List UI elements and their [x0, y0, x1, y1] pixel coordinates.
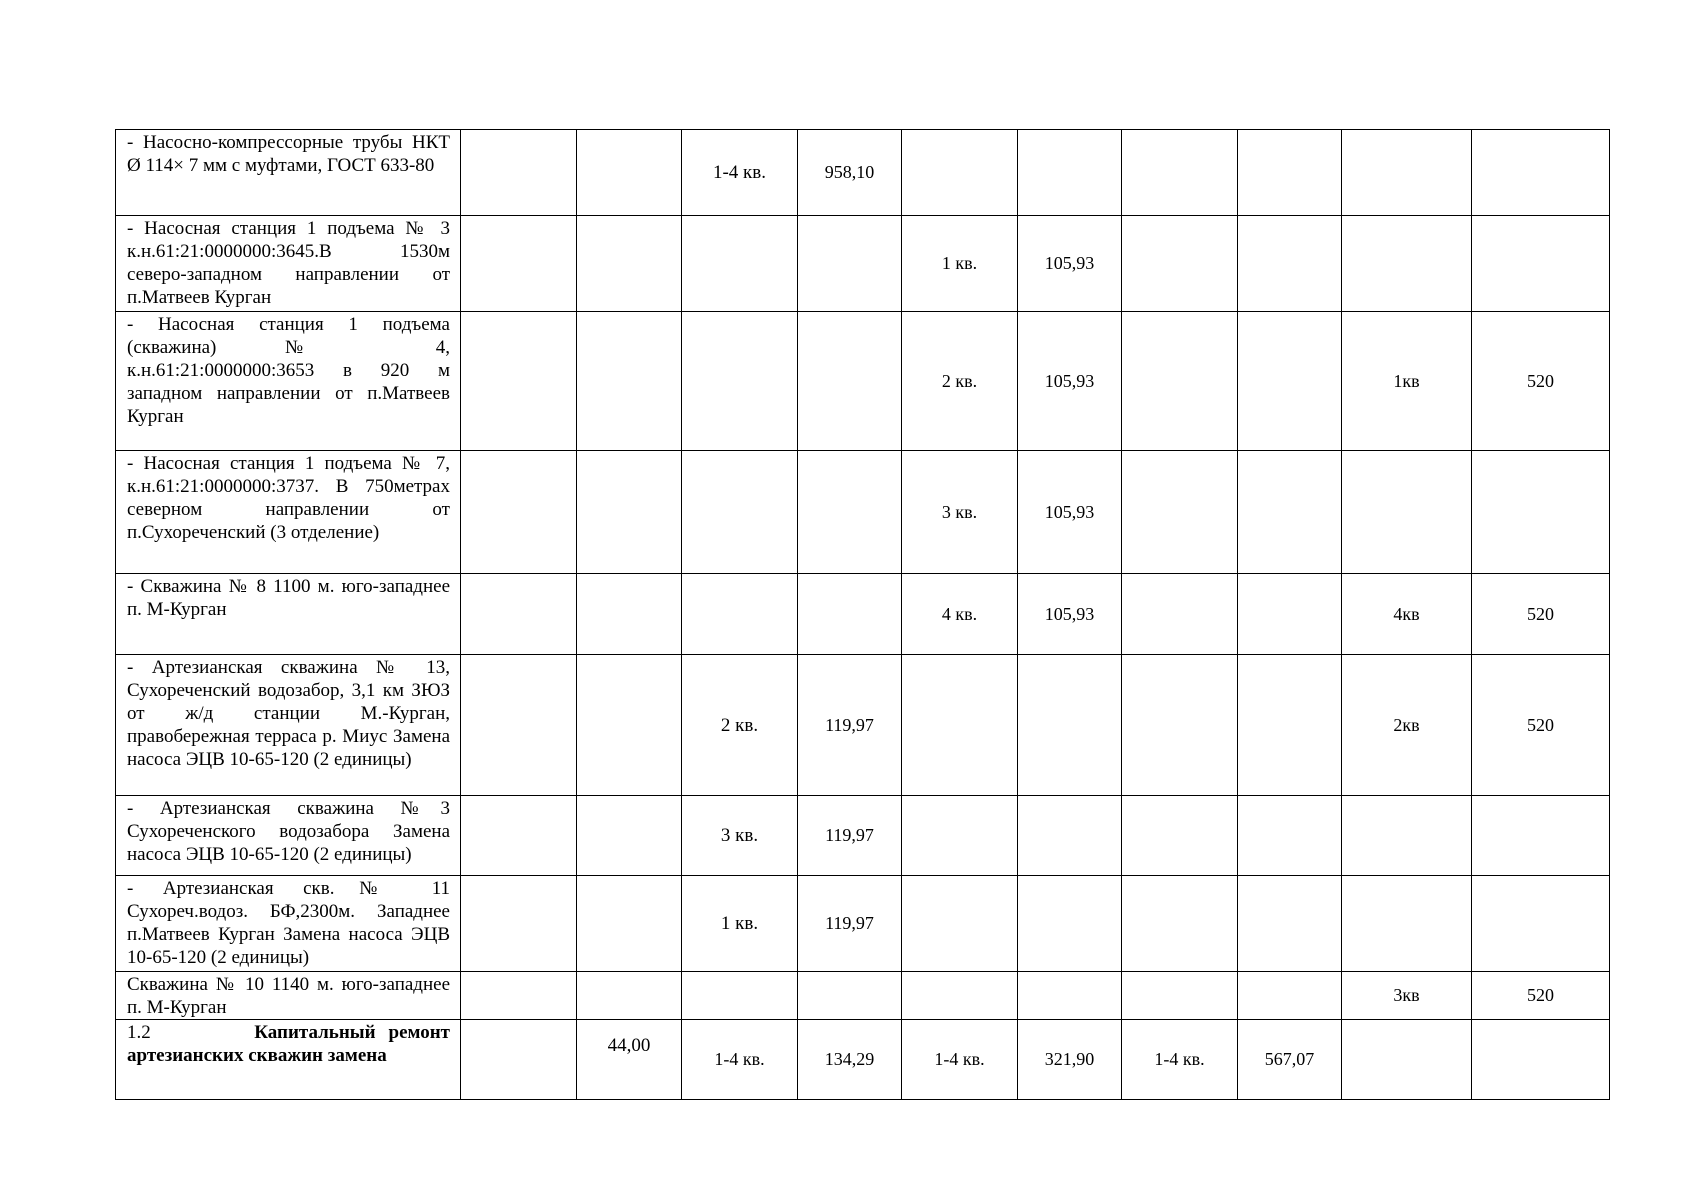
table-cell — [1122, 655, 1238, 796]
table-cell — [1472, 1020, 1610, 1100]
table-cell — [682, 574, 798, 655]
description-cell: - Насосно-компрессорные трубы НКТ Ø 114× 7 мм с муфтами, ГОСТ 633-80 — [116, 130, 461, 216]
table-cell — [461, 312, 577, 451]
table-cell — [1018, 130, 1122, 216]
table-cell — [461, 972, 577, 1020]
table-cell — [1238, 972, 1342, 1020]
section-number: 1.2 — [127, 1022, 151, 1043]
table-cell — [1018, 876, 1122, 972]
amount-cell: 119,97 — [798, 655, 902, 796]
table-row — [116, 796, 1610, 876]
table-cell — [1238, 574, 1342, 655]
description-cell: - Артезианская скв.№ 11 Сухореч.водоз. БФ,2300м. Западнее п.Матвеев Курган Замена насоса ЭЦВ 10-65-120 (2 единицы) — [116, 876, 461, 972]
table-cell — [1472, 216, 1610, 312]
table-cell — [461, 796, 577, 876]
table-cell — [902, 655, 1018, 796]
table-cell — [1472, 796, 1610, 876]
quarter-cell: 3 кв. — [682, 796, 798, 876]
table-cell — [1122, 451, 1238, 574]
table-cell — [577, 216, 682, 312]
table-row — [116, 655, 1610, 796]
table-cell — [1238, 451, 1342, 574]
quarter-cell: 4кв — [1342, 574, 1472, 655]
description-cell: - Насосная станция 1 подъема № 3 к.н.61:21:0000000:3645.В 1530м северо-западном направлении от п.Матвеев Курган — [116, 216, 461, 312]
table-cell — [461, 130, 577, 216]
amount-cell: 105,93 — [1018, 216, 1122, 312]
table-cell — [1472, 876, 1610, 972]
table-cell — [461, 876, 577, 972]
quarter-cell: 1-4 кв. — [682, 1020, 798, 1100]
table-cell — [1122, 796, 1238, 876]
table-cell — [798, 574, 902, 655]
quarter-cell: 1кв — [1342, 312, 1472, 451]
table-cell — [798, 451, 902, 574]
amount-cell: 321,90 — [1018, 1020, 1122, 1100]
quarter-cell: 2 кв. — [682, 655, 798, 796]
table-cell — [1238, 876, 1342, 972]
table-cell — [461, 216, 577, 312]
table-row — [116, 451, 1610, 574]
table-row — [116, 972, 1610, 1020]
amount-cell: 119,97 — [798, 796, 902, 876]
table-cell — [461, 451, 577, 574]
schedule-table — [115, 129, 1610, 1100]
table-cell — [1238, 655, 1342, 796]
table-cell — [1122, 972, 1238, 1020]
table-cell — [1018, 655, 1122, 796]
table-row — [116, 216, 1610, 312]
table-cell — [1018, 972, 1122, 1020]
quarter-cell: 4 кв. — [902, 574, 1018, 655]
table-cell — [1472, 130, 1610, 216]
table-cell — [1238, 312, 1342, 451]
table-cell — [902, 130, 1018, 216]
table-row — [116, 1020, 1610, 1100]
amount-cell: 119,97 — [798, 876, 902, 972]
table-cell — [1122, 130, 1238, 216]
amount-cell: 134,29 — [798, 1020, 902, 1100]
amount-cell: 958,10 — [798, 130, 902, 216]
amount-cell: 567,07 — [1238, 1020, 1342, 1100]
quarter-cell: 1-4 кв. — [902, 1020, 1018, 1100]
amount-cell: 520 — [1472, 312, 1610, 451]
table-cell — [461, 655, 577, 796]
table-cell — [1122, 216, 1238, 312]
quarter-cell: 3 кв. — [902, 451, 1018, 574]
table-cell — [902, 796, 1018, 876]
table-cell — [577, 655, 682, 796]
amount-cell: 520 — [1472, 574, 1610, 655]
table-row — [116, 130, 1610, 216]
amount-cell: 105,93 — [1018, 574, 1122, 655]
table-row — [116, 574, 1610, 655]
table-cell — [902, 876, 1018, 972]
description-cell: - Скважина № 8 1100 м. юго-западнее п. М-Курган — [116, 574, 461, 655]
table-cell — [461, 1020, 577, 1100]
description-cell: Скважина № 10 1140 м. юго-западнее п. М-Курган — [116, 972, 461, 1020]
table-cell — [577, 130, 682, 216]
table-cell — [577, 796, 682, 876]
table-cell — [1018, 796, 1122, 876]
description-cell: - Артезианская скважина №3 Сухореченского водозабора Замена насоса ЭЦВ 10-65-120 (2 единицы) — [116, 796, 461, 876]
quarter-cell: 2 кв. — [902, 312, 1018, 451]
description-cell: - Насосная станция 1 подъема № 7, к.н.61:21:0000000:3737. В 750метрах северном направлении от п.Сухореченский (3 отделение) — [116, 451, 461, 574]
table-cell — [682, 972, 798, 1020]
table-cell — [1238, 130, 1342, 216]
quarter-cell: 1 кв. — [902, 216, 1018, 312]
description-cell: - Артезианская скважина № 13, Сухореченский водозабор, 3,1 км ЗЮЗ от ж/д станции М.-Курган, правобережная терраса р. Миус Замена насоса ЭЦВ 10-65-120 (2 единицы) — [116, 655, 461, 796]
quarter-cell: 1 кв. — [682, 876, 798, 972]
amount-cell: 105,93 — [1018, 451, 1122, 574]
amount-cell: 520 — [1472, 655, 1610, 796]
table-row — [116, 312, 1610, 451]
table-cell — [1472, 451, 1610, 574]
table-cell — [682, 216, 798, 312]
table-cell — [577, 876, 682, 972]
table-cell — [798, 972, 902, 1020]
table-cell — [1238, 216, 1342, 312]
quarter-cell: 1-4 кв. — [682, 130, 798, 216]
table-cell — [577, 312, 682, 451]
table-cell — [798, 312, 902, 451]
quarter-cell: 2кв — [1342, 655, 1472, 796]
amount-cell: 105,93 — [1018, 312, 1122, 451]
table-cell — [577, 451, 682, 574]
table-cell — [1342, 130, 1472, 216]
amount-cell: 520 — [1472, 972, 1610, 1020]
table-cell — [1342, 216, 1472, 312]
quarter-cell: 3кв — [1342, 972, 1472, 1020]
table-cell — [682, 451, 798, 574]
table-cell — [1122, 312, 1238, 451]
table-cell — [1342, 796, 1472, 876]
value-cell: 44,00 — [577, 1020, 682, 1100]
table-cell — [1342, 876, 1472, 972]
table-cell — [902, 972, 1018, 1020]
table-cell — [1122, 574, 1238, 655]
description-cell — [116, 1020, 461, 1100]
table-cell — [682, 312, 798, 451]
quarter-cell: 1-4 кв. — [1122, 1020, 1238, 1100]
table-cell — [577, 972, 682, 1020]
table-cell — [1238, 796, 1342, 876]
table-cell — [461, 574, 577, 655]
table-cell — [1342, 451, 1472, 574]
table-row — [116, 876, 1610, 972]
section-title: Капитальный ремонт артезианских скважин замена — [127, 1022, 450, 1066]
table-cell — [1342, 1020, 1472, 1100]
description-cell: - Насосная станция 1 подъема (скважина) № 4, к.н.61:21:0000000:3653 в 920 м западном направлении от п.Матвеев Курган — [116, 312, 461, 451]
table-cell — [798, 216, 902, 312]
table-cell — [1122, 876, 1238, 972]
table-cell — [577, 574, 682, 655]
